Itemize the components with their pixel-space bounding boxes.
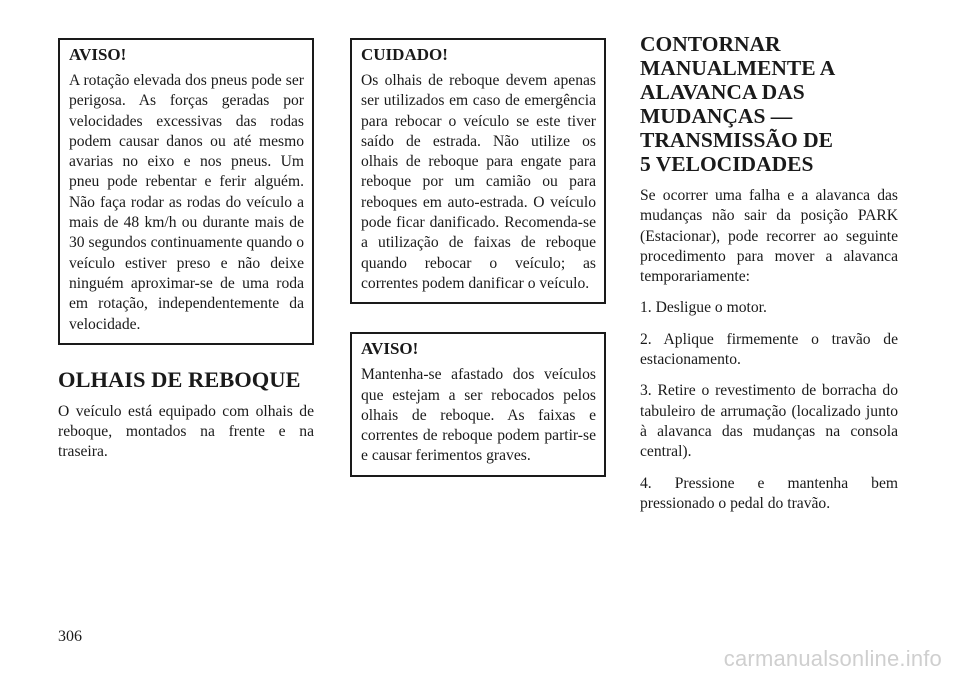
- section-title-tow-hooks: OLHAIS DE REBOQUE: [58, 366, 301, 392]
- page-number: 306: [58, 628, 82, 645]
- right-column: [640, 32, 898, 525]
- warning-title: AVISO!: [69, 45, 127, 64]
- watermark: carmanualsonline.info: [723, 646, 942, 671]
- title-line: 5 VELOCIDADES: [640, 152, 814, 176]
- title-line: MUDANÇAS —: [640, 104, 793, 128]
- title-line: ALAVANCA DAS: [640, 80, 805, 104]
- step-item: 3. Retire o revestimento de borracha do tabuleiro de arrumação (localizado junto à alavanca das mudanças na consola central).: [640, 382, 898, 461]
- spacer: [350, 304, 606, 332]
- step-item: 2. Aplique firmemente o travão de estacionamento.: [640, 330, 898, 369]
- caution-title: CUIDADO!: [361, 45, 448, 64]
- warning-title: AVISO!: [361, 339, 419, 359]
- section-title-shift-override: [640, 32, 898, 176]
- intro-paragraph: Se ocorrer uma falha e a alavanca das mudanças não sair da posição PARK (Estacionar), pode recorrer ao seguinte procedimento para mover a alavanca temporariamente:: [640, 187, 898, 286]
- title-line: MANUALMENTE A: [640, 56, 836, 80]
- caution-text: Os olhais de reboque devem apenas ser utilizados em caso de emergência para rebocar o veículo se este tiver saído de estrada. Não utilize os olhais de reboque para engate para reboque por um camião ou para reboques em auto-estrada. O veículo pode ficar danificado. Recomenda-se a utilização de faixas de reboque quando rebocar o veículo; as correntes podem danificar o veículo.: [361, 72, 596, 292]
- title-line: CONTORNAR: [640, 32, 781, 56]
- warning-text: Mantenha-se afastado dos veículos que estejam a ser rebocados pelos olhais de reboque. As faixas e correntes de reboque podem partir-se e causar ferimentos graves.: [361, 366, 596, 465]
- title-line: TRANSMISSÃO DE: [640, 128, 833, 152]
- middle-column: [350, 38, 606, 477]
- warning-box-towing: [350, 332, 606, 476]
- left-column: [58, 38, 314, 474]
- caution-box: [350, 38, 606, 304]
- step-item: 4. Pressione e mantenha bem pressionado o pedal do travão.: [640, 474, 898, 512]
- step-item: 1. Desligue o motor.: [640, 299, 767, 317]
- section-text-tow-hooks: O veículo está equipado com olhais de reboque, montados na frente e na traseira.: [58, 402, 314, 461]
- warning-text: A rotação elevada dos pneus pode ser perigosa. As forças geradas por velocidades excessivas das rodas podem causar danos ou até mesmo avarias no eixo e nos pneus. Um pneu pode rebentar e ferir alguém. Não faça rodar as rodas do veículo a mais de 48 km/h ou durante mais de 30 segundos continuamente quando o veículo estiver preso e não deixe ninguém aproximar-se de uma roda em rotação, independentemente da velocidade.: [69, 72, 304, 333]
- warning-box-tyres: [58, 38, 314, 345]
